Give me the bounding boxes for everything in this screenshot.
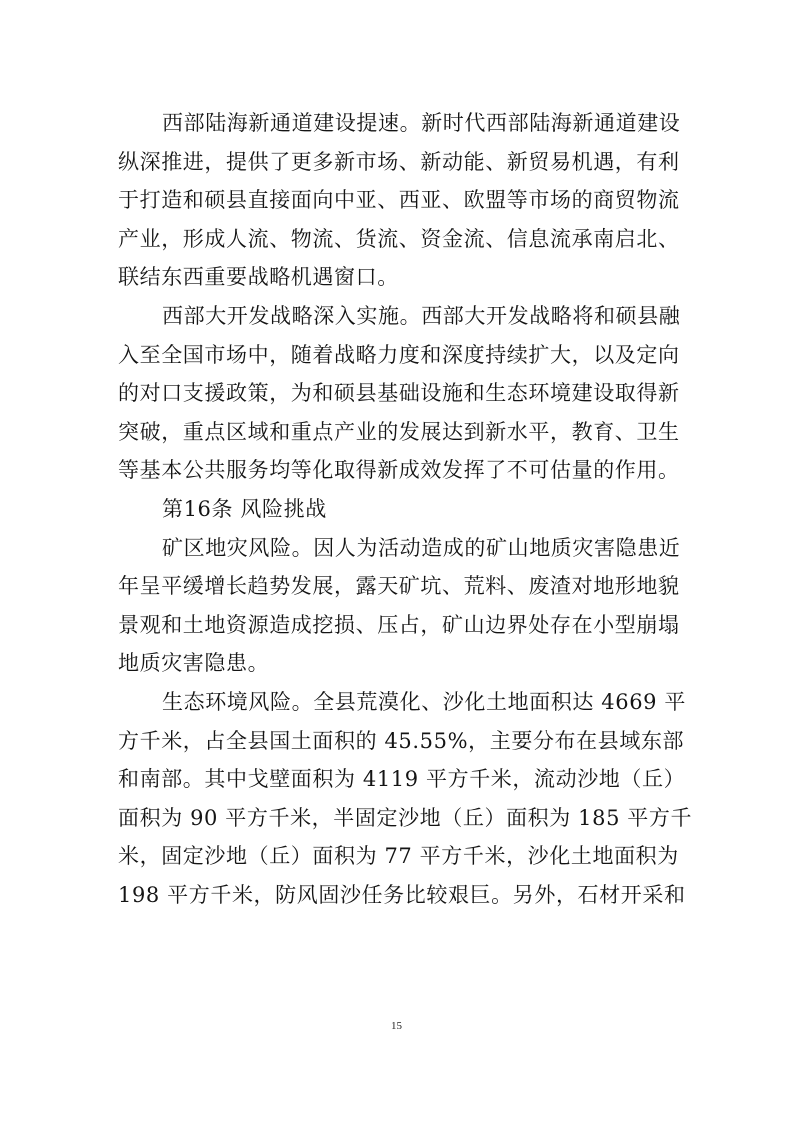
document-body [118,104,693,914]
text-line: 生态环境风险。全县荒漠化、沙化土地面积达 4669 平 [162,689,686,714]
text-line: 米，固定沙地（丘）面积为 77 平方千米，沙化土地面积为 [118,844,679,869]
text-line: 于打造和硕县直接面向中亚、西亚、欧盟等市场的商贸物流 [118,188,680,213]
text-line: 地质灾害隐患。 [118,651,270,676]
text-line: 西部陆海新通道建设提速。新时代西部陆海新通道建设 [162,111,681,135]
text-line: 产业，形成人流、物流、货流、资金流、信息流承南启北、 [118,226,680,251]
text-line: 年呈平缓增长趋势发展，露天矿坑、荒料、废渣对地形地貌 [118,574,680,599]
text-line: 联结东西重要战略机遇窗口。 [118,265,399,290]
text-line: 矿区地灾风险。因人为活动造成的矿山地质灾害隐患近 [162,535,681,560]
text-line: 突破，重点区域和重点产业的发展达到新水平，教育、卫生 [118,419,680,444]
text-line: 等基本公共服务均等化取得新成效发挥了不可估量的作用。 [118,458,680,483]
text-line: 198 平方千米，防风固沙任务比较艰巨。另外，石材开采和 [118,882,686,907]
text-line: 景观和土地资源造成挖损、压占，矿山边界处存在小型崩塌 [118,612,680,637]
section-heading: 第16条 风险挑战 [162,496,327,521]
text-line: 入至全国市场中，随着战略力度和深度持续扩大，以及定向 [118,342,680,367]
text-line: 面积为 90 平方千米，半固定沙地（丘）面积为 185 平方千 [118,805,693,830]
text-line: 方千米，占全县国土面积的 45.55%，主要分布在县域东部 [118,728,685,753]
text-line: 纵深推进，提供了更多新市场、新动能、新贸易机遇，有利 [118,149,680,174]
text-line: 的对口支援政策，为和硕县基础设施和生态环境建设取得新 [118,381,680,406]
text-line: 和南部。其中戈壁面积为 4119 平方千米，流动沙地（丘） [118,767,686,792]
text-line: 西部大开发战略深入实施。西部大开发战略将和硕县融 [162,303,681,328]
page-number: 15 [391,1020,402,1032]
